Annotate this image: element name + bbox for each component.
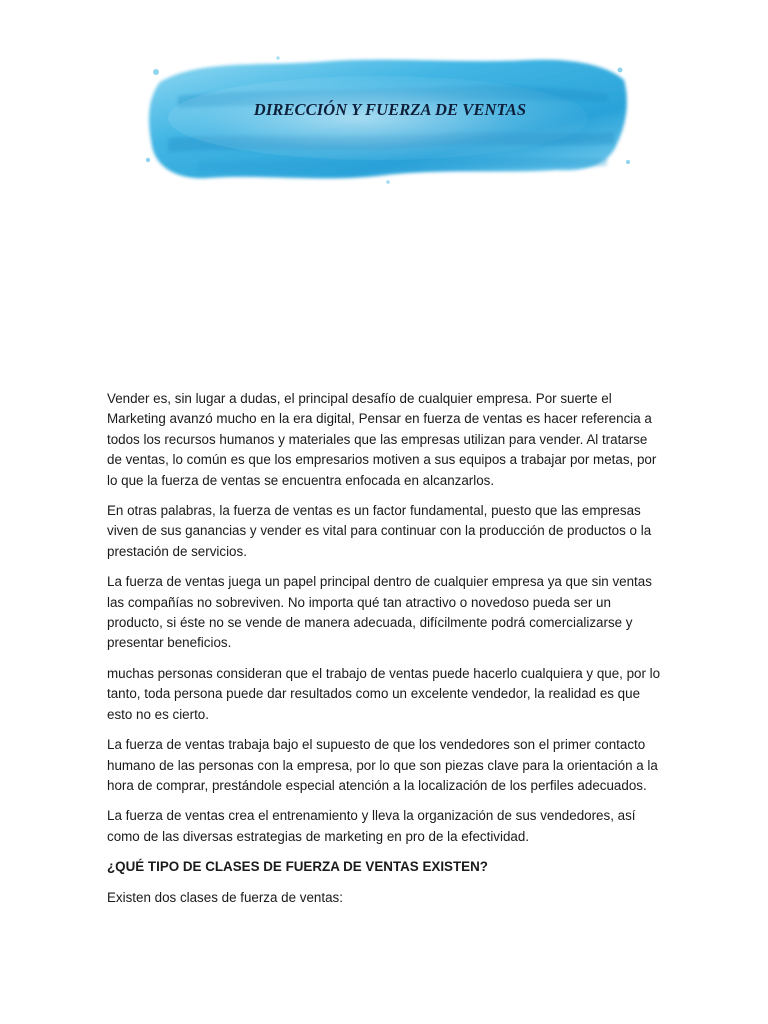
paragraph: La fuerza de ventas juega un papel principal dentro de cualquier empresa ya que sin ventas las compañías no sobreviven. No importa qué tan atractivo o novedoso pueda ser un producto, si éste no se vende de manera adecuada, difícilmente podrá comercializarse y presentar beneficios. — [107, 574, 652, 651]
paragraph: La fuerza de ventas trabaja bajo el supuesto de que los vendedores son el primer contacto humano de las personas con la empresa, por lo que son piezas clave para la orientación a la hora de comprar, prestándole especial atención a la localización de los perfiles adecuados. — [107, 737, 658, 793]
document-body — [107, 389, 663, 918]
paragraph: Vender es, sin lugar a dudas, el principal desafío de cualquier empresa. Por suerte el Marketing avanzó mucho en la era digital, Pensar en fuerza de ventas es hacer referencia a todos los recursos humanos y materiales que las empresas utilizan para vender. Al tratarse de ventas, lo común es que los empresarios motiven a sus equipos a trabajar por metas, por lo que la fuerza de ventas se encuentra enfocada en alcanzarlos. — [107, 391, 657, 488]
paragraph: Existen dos clases de fuerza de ventas: — [107, 889, 343, 905]
section-heading: ¿QUÉ TIPO DE CLASES DE FUERZA DE VENTAS EXISTEN? — [107, 859, 488, 875]
document-title: DIRECCIÓN Y FUERZA DE VENTAS — [253, 100, 527, 119]
paragraph: En otras palabras, la fuerza de ventas es un factor fundamental, puesto que las empresas viven de sus ganancias y vender es vital para continuar con la producción de productos o la prestación de servicios. — [107, 503, 652, 559]
paragraph: muchas personas consideran que el trabajo de ventas puede hacerlo cualquiera y que, por lo tanto, toda persona puede dar resultados como un excelente vendedor, la realidad es que esto no es cierto. — [107, 665, 661, 722]
paragraph: La fuerza de ventas crea el entrenamiento y lleva la organización de sus vendedores, así como de las diversas estrategias de marketing en pro de la efectividad. — [107, 808, 636, 844]
watercolor-banner — [138, 42, 632, 194]
